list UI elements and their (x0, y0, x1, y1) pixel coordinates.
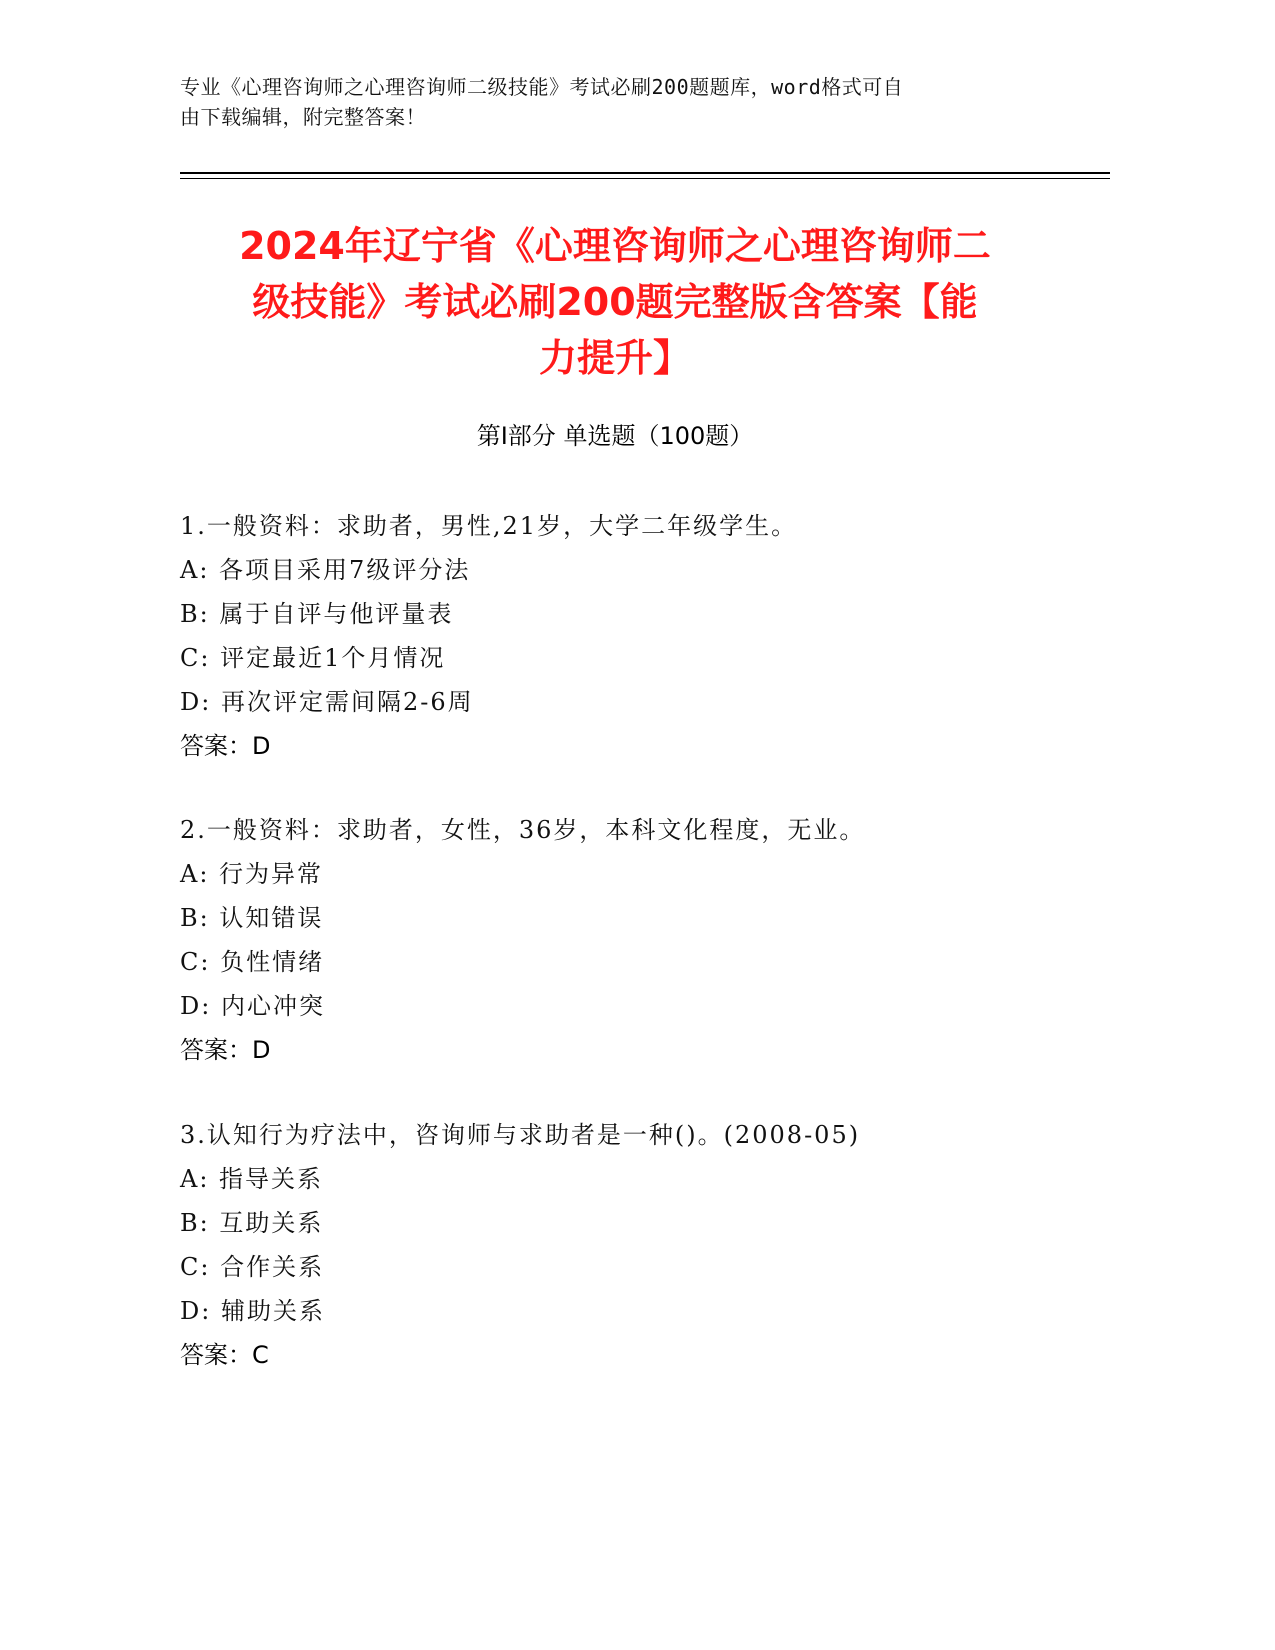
question-stem: 3.认知行为疗法中，咨询师与求助者是一种()。(2008-05) (180, 1121, 861, 1149)
document-header (180, 72, 1050, 132)
option-c: C: 评定最近1个月情况 (180, 644, 446, 672)
question-stem: 1.一般资料：求助者，男性,21岁，大学二年级学生。 (180, 512, 798, 540)
question-block (180, 504, 1080, 768)
header-line-1: 专业《心理咨询师之心理咨询师二级技能》考试必刷200题题库，word格式可自 (180, 75, 904, 99)
answer-line: 答案：D (180, 732, 271, 760)
title-line-2: 级技能》考试必刷200题完整版含答案【能 (252, 280, 978, 324)
title-line-3: 力提升】 (538, 336, 691, 380)
header-divider-thin (180, 178, 1110, 179)
option-a: A: 指导关系 (180, 1165, 324, 1193)
option-d: D: 辅助关系 (180, 1297, 325, 1325)
option-d: D: 内心冲突 (180, 992, 325, 1020)
option-b: B: 认知错误 (180, 904, 324, 932)
question-stem: 2.一般资料：求助者，女性，36岁，本科文化程度，无业。 (180, 816, 866, 844)
option-b: B: 属于自评与他评量表 (180, 600, 454, 628)
header-divider-thick (180, 172, 1110, 174)
document-title (180, 218, 1050, 386)
option-c: C: 负性情绪 (180, 948, 325, 976)
option-a: A: 行为异常 (180, 860, 324, 888)
answer-line: 答案：D (180, 1036, 271, 1064)
option-c: C: 合作关系 (180, 1253, 325, 1281)
option-d: D: 再次评定需间隔2-6周 (180, 688, 474, 716)
answer-line: 答案：C (180, 1341, 269, 1369)
header-line-2: 由下载编辑，附完整答案！ (180, 105, 426, 129)
option-b: B: 互助关系 (180, 1209, 324, 1237)
title-line-1: 2024年辽宁省《心理咨询师之心理咨询师二 (239, 224, 991, 268)
question-block (180, 808, 1080, 1072)
section-title: 第I部分 单选题（100题） (476, 422, 754, 450)
option-a: A: 各项目采用7级评分法 (180, 556, 471, 584)
question-block (180, 1113, 1080, 1377)
